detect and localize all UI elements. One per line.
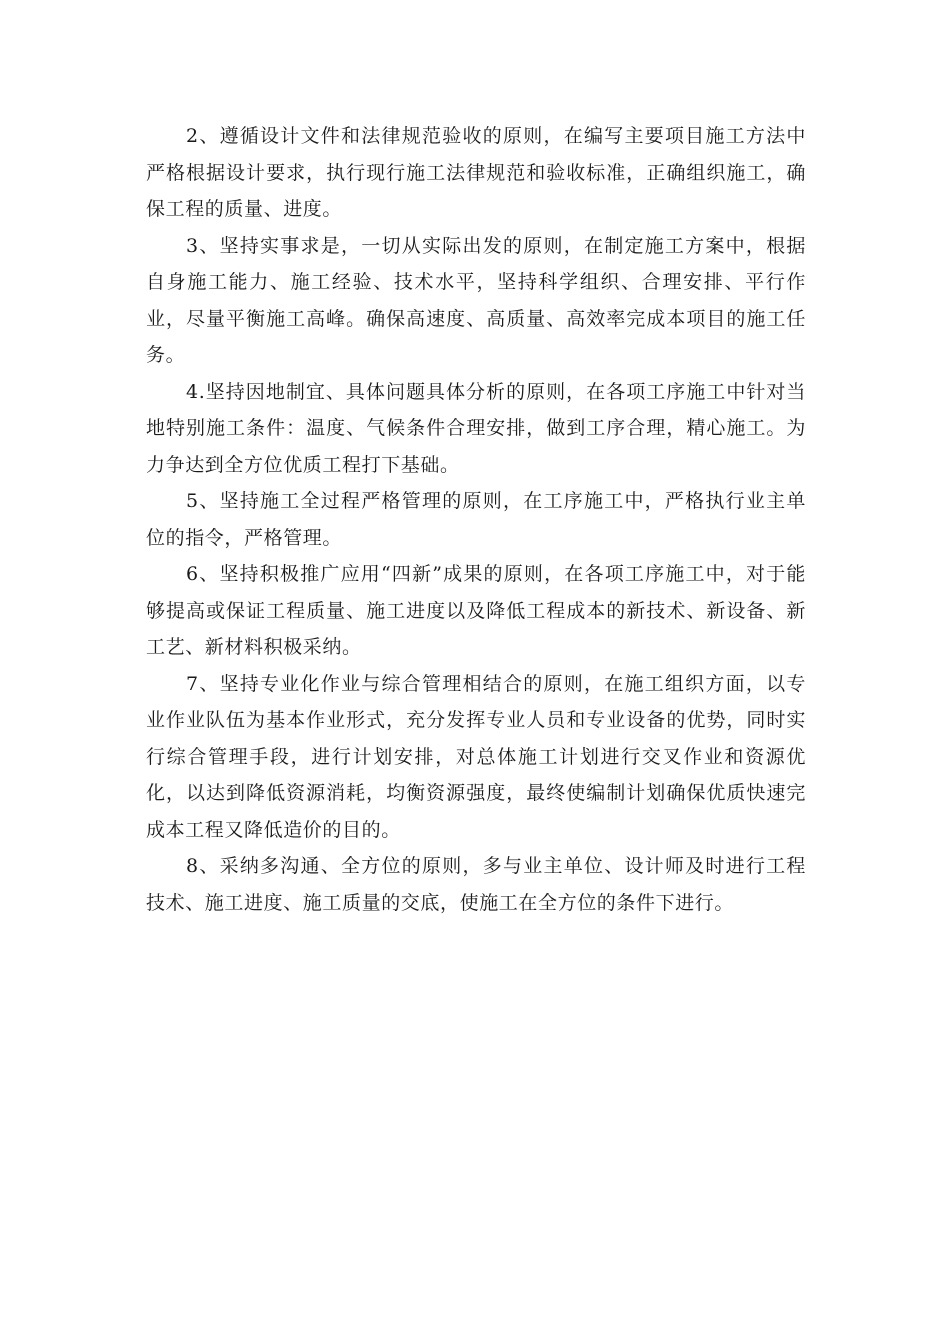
paragraph-principle-7: 7、坚持专业化作业与综合管理相结合的原则，在施工组织方面，以专业作业队伍为基本作业形式，充分发挥专业人员和专业设备的优势，同时实行综合管理手段，进行计划安排，对总体施工计划进行交叉作业和资源优化，以达到降低资源消耗，均衡资源强度，最终使编制计划确保优质快速完成本工程又降低造价的目的。 [146, 672, 806, 841]
paragraph-principle-2: 2、遵循设计文件和法律规范验收的原则，在编写主要项目施工方法中严格根据设计要求，执行现行施工法律规范和验收标准，正确组织施工，确保工程的质量、进度。 [146, 125, 806, 220]
document-body [146, 118, 806, 921]
paragraph-principle-6: 6、坚持积极推广应用“四新”成果的原则，在各项工序施工中，对于能够提高或保证工程质量、施工进度以及降低工程成本的新技术、新设备、新工艺、新材料积极采纳。 [146, 563, 806, 658]
paragraph-principle-4: 4.坚持因地制宜、具体问题具体分析的原则，在各项工序施工中针对当地特别施工条件：温度、气候条件合理安排，做到工序合理，精心施工。为力争达到全方位优质工程打下基础。 [146, 380, 806, 476]
paragraph-principle-3: 3、坚持实事求是，一切从实际出发的原则，在制定施工方案中，根据自身施工能力、施工经验、技术水平，坚持科学组织、合理安排、平行作业，尽量平衡施工高峰。确保高速度、高质量、高效率完成本项目的施工任务。 [146, 234, 806, 366]
paragraph-principle-5: 5、坚持施工全过程严格管理的原则，在工序施工中，严格执行业主单位的指令，严格管理。 [146, 490, 806, 549]
paragraph-principle-8: 8、采纳多沟通、全方位的原则，多与业主单位、设计师及时进行工程技术、施工进度、施工质量的交底，使施工在全方位的条件下进行。 [146, 855, 806, 914]
